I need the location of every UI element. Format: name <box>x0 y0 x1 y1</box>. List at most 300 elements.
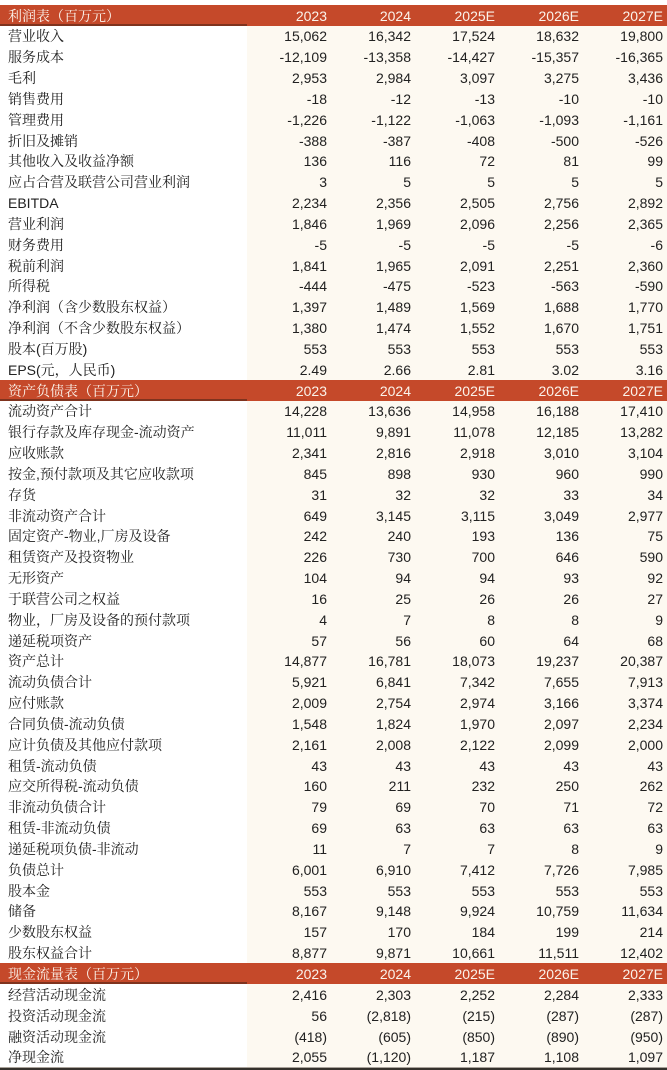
value-cell: 7,655 <box>499 672 583 693</box>
value-cell: 199 <box>499 922 583 943</box>
value-cell: 2,754 <box>331 693 415 714</box>
table-row <box>0 109 667 130</box>
value-cell: 13,636 <box>331 401 415 422</box>
value-cell: 2,096 <box>415 213 499 234</box>
value-cell: 553 <box>583 338 667 359</box>
row-label: 少数股东权益 <box>0 922 247 943</box>
row-label: 净利润（含少数股东权益） <box>0 297 247 318</box>
value-cell: 649 <box>247 505 331 526</box>
table-row <box>0 714 667 735</box>
table-row <box>0 297 667 318</box>
value-cell: 2,892 <box>583 193 667 214</box>
value-cell: 7,726 <box>499 859 583 880</box>
value-cell: 7,913 <box>583 672 667 693</box>
row-label: 合同负债-流动负债 <box>0 714 247 735</box>
year-column-header: 2025E <box>415 963 499 984</box>
value-cell: 2,416 <box>247 984 331 1005</box>
table-row <box>0 276 667 297</box>
row-label: 营业利润 <box>0 213 247 234</box>
value-cell: 211 <box>331 776 415 797</box>
value-cell: 157 <box>247 922 331 943</box>
value-cell: -15,357 <box>499 47 583 68</box>
value-cell: -444 <box>247 276 331 297</box>
value-cell: 1,770 <box>583 297 667 318</box>
value-cell: 2.49 <box>247 359 331 380</box>
year-column-header: 2027E <box>583 963 667 984</box>
value-cell: 11,634 <box>583 901 667 922</box>
value-cell: 553 <box>331 880 415 901</box>
table-row <box>0 568 667 589</box>
table-row <box>0 693 667 714</box>
year-column-header: 2024 <box>331 963 415 984</box>
table-row <box>0 880 667 901</box>
value-cell: 930 <box>415 464 499 485</box>
value-cell: 33 <box>499 484 583 505</box>
value-cell: (890) <box>499 1026 583 1047</box>
value-cell: 14,228 <box>247 401 331 422</box>
value-cell: -5 <box>331 234 415 255</box>
table-row <box>0 443 667 464</box>
table-row <box>0 130 667 151</box>
value-cell: 8 <box>415 609 499 630</box>
value-cell: 7 <box>415 838 499 859</box>
value-cell: 3,049 <box>499 505 583 526</box>
table-row <box>0 172 667 193</box>
value-cell: 43 <box>247 755 331 776</box>
table-row <box>0 859 667 880</box>
value-cell: (287) <box>583 1005 667 1026</box>
section-title: 利润表（百万元） <box>0 5 247 26</box>
row-label: 应收账款 <box>0 443 247 464</box>
row-label: 递延税项资产 <box>0 630 247 651</box>
value-cell: 2,977 <box>583 505 667 526</box>
value-cell: 8,877 <box>247 943 331 964</box>
value-cell: 2,234 <box>247 193 331 214</box>
value-cell: 1,552 <box>415 318 499 339</box>
table-row <box>0 1026 667 1047</box>
value-cell: 845 <box>247 464 331 485</box>
value-cell: -408 <box>415 130 499 151</box>
value-cell: 553 <box>415 880 499 901</box>
value-cell: 1,846 <box>247 213 331 234</box>
value-cell: 2,360 <box>583 255 667 276</box>
value-cell: 19,800 <box>583 26 667 47</box>
row-label: EPS(元，人民币) <box>0 359 247 380</box>
value-cell: 3,104 <box>583 443 667 464</box>
value-cell: 69 <box>247 818 331 839</box>
value-cell: 3,145 <box>331 505 415 526</box>
row-label: 无形资产 <box>0 568 247 589</box>
value-cell: 2,097 <box>499 714 583 735</box>
value-cell: 10,759 <box>499 901 583 922</box>
value-cell: -6 <box>583 234 667 255</box>
value-cell: -13,358 <box>331 47 415 68</box>
row-label: 应交所得税-流动负债 <box>0 776 247 797</box>
year-column-header: 2026E <box>499 5 583 26</box>
year-column-header: 2023 <box>247 963 331 984</box>
year-column-header: 2025E <box>415 5 499 26</box>
row-label: 税前利润 <box>0 255 247 276</box>
year-column-header: 2026E <box>499 963 583 984</box>
value-cell: 43 <box>331 755 415 776</box>
value-cell: 553 <box>247 880 331 901</box>
value-cell: -10 <box>499 88 583 109</box>
value-cell: 226 <box>247 547 331 568</box>
value-cell: 214 <box>583 922 667 943</box>
value-cell: (287) <box>499 1005 583 1026</box>
value-cell: 5 <box>499 172 583 193</box>
row-label: 非流动资产合计 <box>0 505 247 526</box>
value-cell: -475 <box>331 276 415 297</box>
value-cell: -16,365 <box>583 47 667 68</box>
value-cell: 16 <box>247 589 331 610</box>
value-cell: 57 <box>247 630 331 651</box>
value-cell: 6,841 <box>331 672 415 693</box>
value-cell: 1,569 <box>415 297 499 318</box>
value-cell: 700 <box>415 547 499 568</box>
value-cell: 32 <box>415 484 499 505</box>
value-cell: (850) <box>415 1026 499 1047</box>
value-cell: 730 <box>331 547 415 568</box>
value-cell: 5 <box>331 172 415 193</box>
value-cell: 1,970 <box>415 714 499 735</box>
section-title: 资产负债表（百万元） <box>0 380 247 401</box>
table-row <box>0 734 667 755</box>
table-row <box>0 943 667 964</box>
value-cell: 6,001 <box>247 859 331 880</box>
value-cell: 3 <box>247 172 331 193</box>
value-cell: 26 <box>499 589 583 610</box>
value-cell: 160 <box>247 776 331 797</box>
table-row <box>0 359 667 380</box>
value-cell: 2,918 <box>415 443 499 464</box>
value-cell: 16,342 <box>331 26 415 47</box>
value-cell: 590 <box>583 547 667 568</box>
value-cell: 17,410 <box>583 401 667 422</box>
row-label: 融资活动现金流 <box>0 1026 247 1047</box>
value-cell: 11 <box>247 838 331 859</box>
value-cell: 136 <box>499 526 583 547</box>
value-cell: 11,511 <box>499 943 583 964</box>
table-row <box>0 838 667 859</box>
table-row <box>0 88 667 109</box>
value-cell: 2,055 <box>247 1047 331 1068</box>
value-cell: 99 <box>583 151 667 172</box>
table-row <box>0 672 667 693</box>
value-cell: 1,397 <box>247 297 331 318</box>
value-cell: 960 <box>499 464 583 485</box>
row-label: 其他收入及收益净额 <box>0 151 247 172</box>
value-cell: 32 <box>331 484 415 505</box>
value-cell: 43 <box>499 755 583 776</box>
table-row <box>0 609 667 630</box>
section-header-row <box>0 5 667 26</box>
year-column-header: 2023 <box>247 380 331 401</box>
value-cell: -523 <box>415 276 499 297</box>
value-cell: 2,303 <box>331 984 415 1005</box>
value-cell: 232 <box>415 776 499 797</box>
value-cell: 8 <box>499 609 583 630</box>
row-label: 负债总计 <box>0 859 247 880</box>
value-cell: 553 <box>331 338 415 359</box>
year-column-header: 2025E <box>415 380 499 401</box>
value-cell: 2,953 <box>247 68 331 89</box>
year-column-header: 2023 <box>247 5 331 26</box>
value-cell: -388 <box>247 130 331 151</box>
value-cell: 3.16 <box>583 359 667 380</box>
value-cell: 63 <box>499 818 583 839</box>
table-row <box>0 776 667 797</box>
value-cell: 9,871 <box>331 943 415 964</box>
value-cell: 1,380 <box>247 318 331 339</box>
value-cell: 9 <box>583 609 667 630</box>
value-cell: 26 <box>415 589 499 610</box>
value-cell: 2,816 <box>331 443 415 464</box>
value-cell: 72 <box>415 151 499 172</box>
value-cell: 94 <box>415 568 499 589</box>
table-row <box>0 318 667 339</box>
value-cell: 12,402 <box>583 943 667 964</box>
value-cell: 68 <box>583 630 667 651</box>
row-label: 股本金 <box>0 880 247 901</box>
value-cell: 250 <box>499 776 583 797</box>
value-cell: 2,234 <box>583 714 667 735</box>
value-cell: 136 <box>247 151 331 172</box>
value-cell: 13,282 <box>583 422 667 443</box>
value-cell: 1,965 <box>331 255 415 276</box>
row-label: 递延税项负债-非流动 <box>0 838 247 859</box>
value-cell: 1,097 <box>583 1047 667 1068</box>
value-cell: -563 <box>499 276 583 297</box>
value-cell: (418) <box>247 1026 331 1047</box>
value-cell: (1,120) <box>331 1047 415 1068</box>
value-cell: 2,122 <box>415 734 499 755</box>
value-cell: 2,008 <box>331 734 415 755</box>
value-cell: -1,122 <box>331 109 415 130</box>
table-row <box>0 630 667 651</box>
value-cell: 2,256 <box>499 213 583 234</box>
row-label: 银行存款及库存现金-流动资产 <box>0 422 247 443</box>
value-cell: 2,333 <box>583 984 667 1005</box>
value-cell: 262 <box>583 776 667 797</box>
section-header-row <box>0 380 667 401</box>
value-cell: 17,524 <box>415 26 499 47</box>
value-cell: 94 <box>331 568 415 589</box>
value-cell: 1,969 <box>331 213 415 234</box>
table-row <box>0 755 667 776</box>
table-row <box>0 984 667 1005</box>
value-cell: 9 <box>583 838 667 859</box>
value-cell: 104 <box>247 568 331 589</box>
value-cell: 116 <box>331 151 415 172</box>
value-cell: 1,187 <box>415 1047 499 1068</box>
table-row <box>0 255 667 276</box>
table-row <box>0 422 667 443</box>
value-cell: 2,756 <box>499 193 583 214</box>
value-cell: 18,073 <box>415 651 499 672</box>
row-label: 毛利 <box>0 68 247 89</box>
row-label: 按金,预付款项及其它应收款项 <box>0 464 247 485</box>
value-cell: 9,891 <box>331 422 415 443</box>
section-header-row <box>0 963 667 984</box>
row-label: 于联营公司之权益 <box>0 589 247 610</box>
value-cell: 92 <box>583 568 667 589</box>
value-cell: -18 <box>247 88 331 109</box>
value-cell: -13 <box>415 88 499 109</box>
value-cell: 1,751 <box>583 318 667 339</box>
value-cell: 11,011 <box>247 422 331 443</box>
value-cell: 2,341 <box>247 443 331 464</box>
value-cell: 70 <box>415 797 499 818</box>
row-label: 所得税 <box>0 276 247 297</box>
row-label: 存货 <box>0 484 247 505</box>
table-row <box>0 1005 667 1026</box>
value-cell: 72 <box>583 797 667 818</box>
value-cell: 2,091 <box>415 255 499 276</box>
table-row <box>0 68 667 89</box>
value-cell: 11,078 <box>415 422 499 443</box>
value-cell: 27 <box>583 589 667 610</box>
value-cell: (950) <box>583 1026 667 1047</box>
row-label: 折旧及摊销 <box>0 130 247 151</box>
value-cell: 18,632 <box>499 26 583 47</box>
row-label: 应占合营及联营公司营业利润 <box>0 172 247 193</box>
value-cell: 7,985 <box>583 859 667 880</box>
value-cell: 8,167 <box>247 901 331 922</box>
row-label: 营业收入 <box>0 26 247 47</box>
value-cell: 25 <box>331 589 415 610</box>
table-row <box>0 234 667 255</box>
row-label: 净利润（不含少数股东权益） <box>0 318 247 339</box>
value-cell: 898 <box>331 464 415 485</box>
value-cell: 79 <box>247 797 331 818</box>
value-cell: 16,781 <box>331 651 415 672</box>
value-cell: -1,161 <box>583 109 667 130</box>
table-row <box>0 505 667 526</box>
value-cell: 9,924 <box>415 901 499 922</box>
table-row <box>0 589 667 610</box>
value-cell: 553 <box>415 338 499 359</box>
row-label: 资产总计 <box>0 651 247 672</box>
value-cell: 553 <box>583 880 667 901</box>
value-cell: 1,841 <box>247 255 331 276</box>
row-label: 租赁资产及投资物业 <box>0 547 247 568</box>
table-row <box>0 47 667 68</box>
value-cell: 242 <box>247 526 331 547</box>
value-cell: 2,984 <box>331 68 415 89</box>
financial-statements-table <box>0 5 667 1068</box>
value-cell: -1,063 <box>415 109 499 130</box>
year-column-header: 2027E <box>583 380 667 401</box>
value-cell: 12,185 <box>499 422 583 443</box>
value-cell: 71 <box>499 797 583 818</box>
value-cell: 9,148 <box>331 901 415 922</box>
table-row <box>0 484 667 505</box>
table-row <box>0 818 667 839</box>
value-cell: 170 <box>331 922 415 943</box>
row-label: 股本(百万股) <box>0 338 247 359</box>
value-cell: 15,062 <box>247 26 331 47</box>
year-column-header: 2027E <box>583 5 667 26</box>
value-cell: 69 <box>331 797 415 818</box>
table-row <box>0 401 667 422</box>
value-cell: 16,188 <box>499 401 583 422</box>
value-cell: 2,356 <box>331 193 415 214</box>
value-cell: 7,342 <box>415 672 499 693</box>
value-cell: -526 <box>583 130 667 151</box>
value-cell: 2,251 <box>499 255 583 276</box>
value-cell: 553 <box>499 880 583 901</box>
value-cell: 8 <box>499 838 583 859</box>
value-cell: 56 <box>331 630 415 651</box>
value-cell: 2.81 <box>415 359 499 380</box>
table-row <box>0 193 667 214</box>
value-cell: 5 <box>415 172 499 193</box>
value-cell: 2,009 <box>247 693 331 714</box>
value-cell: 2,161 <box>247 734 331 755</box>
value-cell: 1,548 <box>247 714 331 735</box>
table-row <box>0 213 667 234</box>
value-cell: 3.02 <box>499 359 583 380</box>
table-row <box>0 901 667 922</box>
value-cell: 2,099 <box>499 734 583 755</box>
value-cell: 3,115 <box>415 505 499 526</box>
table-row <box>0 797 667 818</box>
row-label: 服务成本 <box>0 47 247 68</box>
value-cell: 7 <box>331 838 415 859</box>
value-cell: 184 <box>415 922 499 943</box>
row-label: 财务费用 <box>0 234 247 255</box>
table-row <box>0 651 667 672</box>
value-cell: -14,427 <box>415 47 499 68</box>
table-row <box>0 1047 667 1068</box>
value-cell: 2.66 <box>331 359 415 380</box>
value-cell: -5 <box>499 234 583 255</box>
value-cell: 43 <box>415 755 499 776</box>
value-cell: -500 <box>499 130 583 151</box>
row-label: 物业，厂房及设备的预付款项 <box>0 609 247 630</box>
year-column-header: 2026E <box>499 380 583 401</box>
value-cell: 81 <box>499 151 583 172</box>
value-cell: 2,000 <box>583 734 667 755</box>
value-cell: 20,387 <box>583 651 667 672</box>
row-label: 非流动负债合计 <box>0 797 247 818</box>
value-cell: 34 <box>583 484 667 505</box>
value-cell: -1,226 <box>247 109 331 130</box>
row-label: 管理费用 <box>0 109 247 130</box>
value-cell: 646 <box>499 547 583 568</box>
value-cell: 1,824 <box>331 714 415 735</box>
value-cell: 75 <box>583 526 667 547</box>
value-cell: -12,109 <box>247 47 331 68</box>
row-label: 应付账款 <box>0 693 247 714</box>
value-cell: (605) <box>331 1026 415 1047</box>
row-label: 股东权益合计 <box>0 943 247 964</box>
value-cell: (215) <box>415 1005 499 1026</box>
value-cell: 5,921 <box>247 672 331 693</box>
value-cell: 63 <box>331 818 415 839</box>
table-row <box>0 151 667 172</box>
row-label: 租赁-流动负债 <box>0 755 247 776</box>
value-cell: (2,818) <box>331 1005 415 1026</box>
row-label: 固定资产-物业,厂房及设备 <box>0 526 247 547</box>
value-cell: 193 <box>415 526 499 547</box>
value-cell: 63 <box>415 818 499 839</box>
value-cell: -1,093 <box>499 109 583 130</box>
value-cell: 43 <box>583 755 667 776</box>
value-cell: 4 <box>247 609 331 630</box>
value-cell: 2,365 <box>583 213 667 234</box>
